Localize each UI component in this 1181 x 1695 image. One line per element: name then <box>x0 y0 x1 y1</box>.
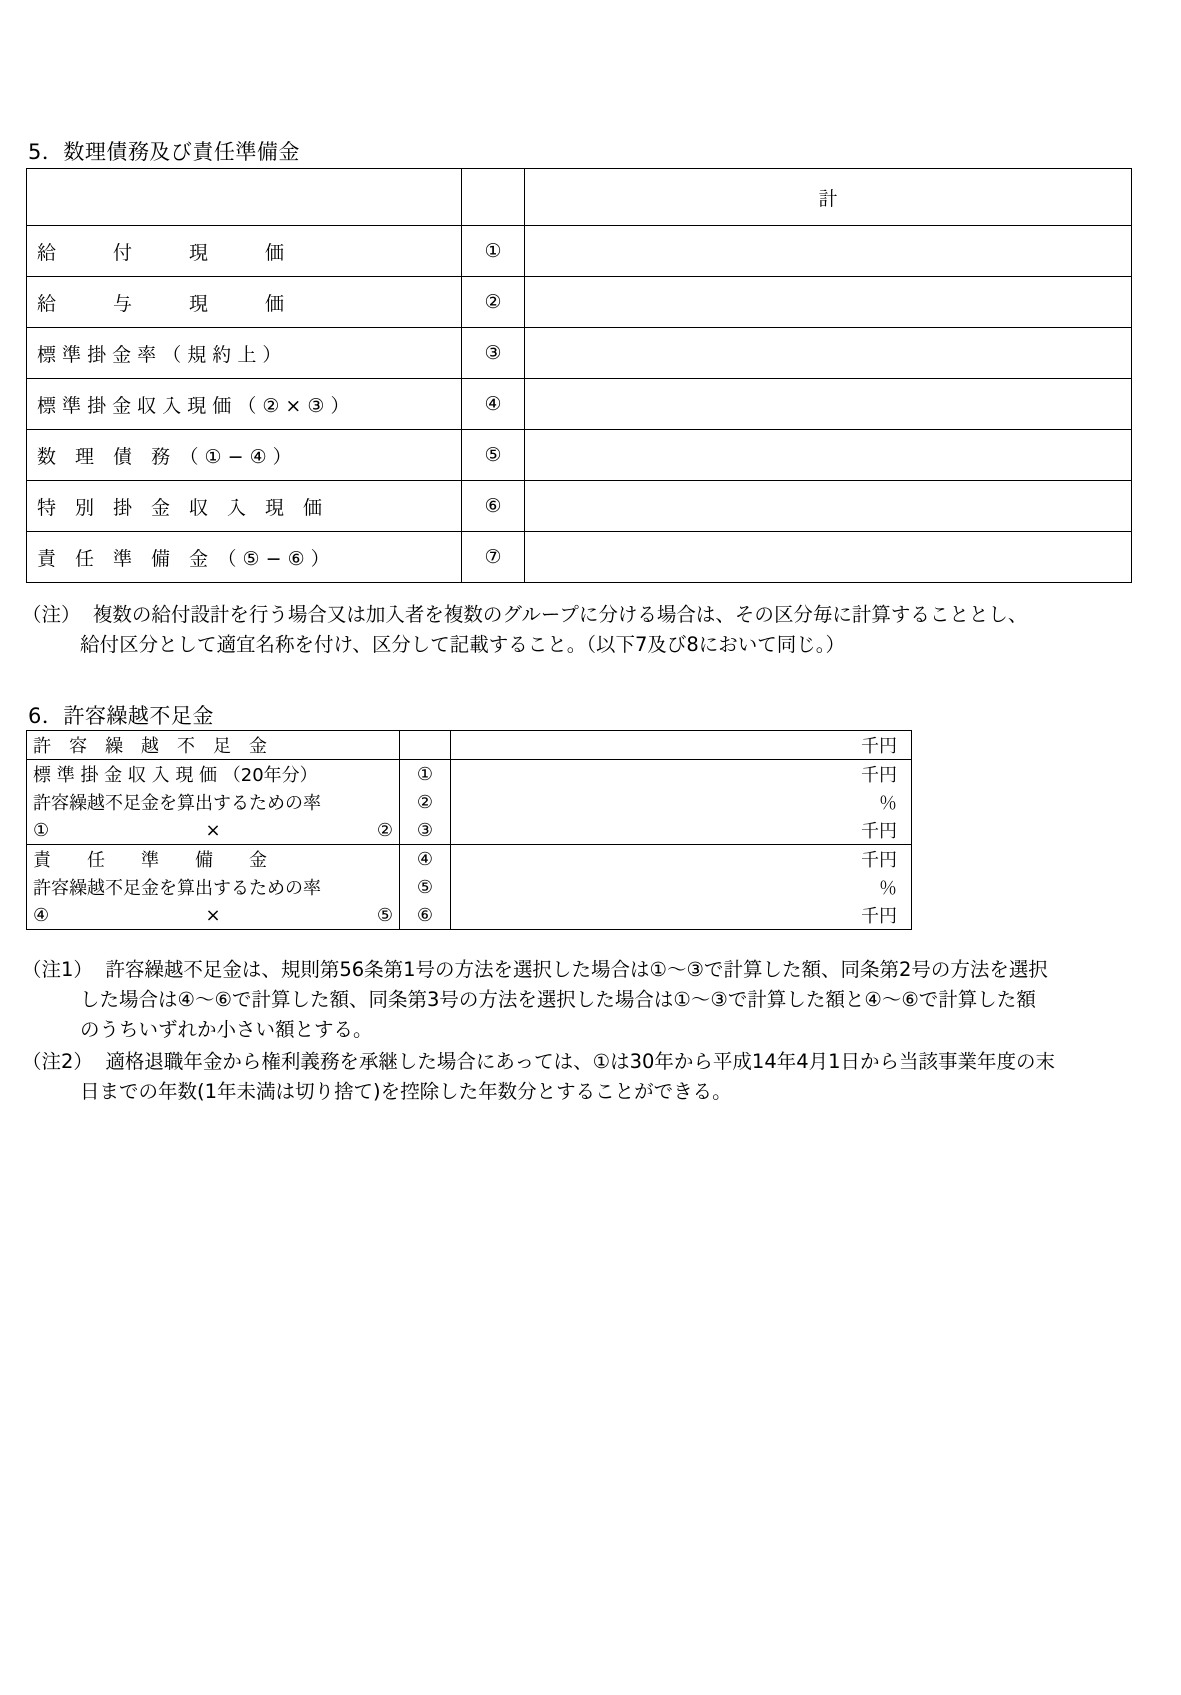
allowable-carryover-deficit-table <box>26 730 912 930</box>
row-label: 許容繰越不足金を算出するための率 <box>27 788 400 816</box>
row-value[interactable] <box>525 379 1132 430</box>
table-row <box>27 481 1132 532</box>
table-row <box>27 532 1132 583</box>
note-text: 複数の給付設計を行う場合又は加入者を複数のグループに分ける場合は、その区分毎に計算することとし、 <box>92 603 1028 626</box>
section-6-notes <box>22 955 1055 1109</box>
formula-right: ⑤ <box>376 904 393 926</box>
note-text: 日までの年数(1年未満は切り捨て)を控除した年数分とすることができる。 <box>80 1080 732 1103</box>
note-marker: （注） <box>22 603 81 626</box>
row-value[interactable] <box>525 430 1132 481</box>
row-label: 給 付 現 価 <box>27 226 462 277</box>
header-blank-cell <box>27 169 462 226</box>
table-row <box>27 430 1132 481</box>
row-label: 標 準 掛 金 率 （ 規 約 上 ） <box>27 328 462 379</box>
table-row <box>27 379 1132 430</box>
row-label: 標 準 掛 金 収 入 現 価 （20年分） <box>27 760 400 789</box>
row-number: ④ <box>462 379 525 430</box>
note-marker: （注2） <box>22 1050 93 1073</box>
row-unit[interactable]: 千円 <box>451 901 912 930</box>
note-text: した場合は④～⑥で計算した額、同条第3号の方法を選択した場合は①～③で計算した額と④～⑥で計算した額 <box>80 988 1036 1011</box>
section-5-title: 5．数理債務及び責任準備金 <box>28 140 300 164</box>
row-number: ⑤ <box>400 873 451 901</box>
row-value[interactable] <box>525 226 1132 277</box>
note-line <box>22 600 1027 630</box>
note-line <box>22 1077 1055 1107</box>
row-unit[interactable]: ％ <box>451 873 912 901</box>
row-number: ② <box>462 277 525 328</box>
row-number <box>400 731 451 760</box>
table-row <box>27 277 1132 328</box>
header-blank-num-cell <box>462 169 525 226</box>
note-text: 給付区分として適宜名称を付け、区分して記載すること。（以下7及び8において同じ。） <box>80 633 846 656</box>
row-label: 給 与 現 価 <box>27 277 462 328</box>
table-row <box>27 901 912 930</box>
row-label: 数 理 債 務 （ ① − ④ ） <box>27 430 462 481</box>
table-row <box>27 845 912 874</box>
table-row <box>27 328 1132 379</box>
row-label: 責 任 準 備 金 （ ⑤ − ⑥ ） <box>27 532 462 583</box>
formula-operator: × <box>205 819 221 841</box>
note-text: のうちいずれか小さい額とする。 <box>80 1018 373 1041</box>
note-line <box>22 630 1027 660</box>
row-number: ⑦ <box>462 532 525 583</box>
row-number: ④ <box>400 845 451 874</box>
row-number: ⑥ <box>400 901 451 930</box>
note-marker: （注1） <box>22 958 93 981</box>
row-number: ⑤ <box>462 430 525 481</box>
section-5-note <box>22 600 1027 660</box>
formula-operator: × <box>205 904 221 926</box>
table-row <box>27 760 912 789</box>
formula-left: ① <box>33 819 50 841</box>
row-label: 許容繰越不足金を算出するための率 <box>27 873 400 901</box>
table-row <box>27 816 912 845</box>
row-unit[interactable]: 千円 <box>451 845 912 874</box>
row-label: 許 容 繰 越 不 足 金 <box>27 731 400 760</box>
table-row <box>27 226 1132 277</box>
row-number: ② <box>400 788 451 816</box>
row-unit[interactable]: 千円 <box>451 816 912 845</box>
row-unit[interactable]: ％ <box>451 788 912 816</box>
row-label-formula <box>27 901 400 930</box>
row-unit[interactable]: 千円 <box>451 760 912 789</box>
row-number: ③ <box>462 328 525 379</box>
table-header-row <box>27 169 1132 226</box>
row-number: ① <box>462 226 525 277</box>
section-6-title: 6．許容繰越不足金 <box>28 704 214 728</box>
row-value[interactable] <box>525 532 1132 583</box>
note-text: 適格退職年金から権利義務を承継した場合にあっては、①は30年から平成14年4月1日から当該事業年度の末 <box>105 1050 1056 1073</box>
row-number: ⑥ <box>462 481 525 532</box>
row-number: ① <box>400 760 451 789</box>
row-label: 特 別 掛 金 収 入 現 価 <box>27 481 462 532</box>
header-total-cell: 計 <box>525 169 1132 226</box>
row-label: 責 任 準 備 金 <box>27 845 400 874</box>
formula-right: ② <box>376 819 393 841</box>
row-value[interactable] <box>525 328 1132 379</box>
table-row <box>27 873 912 901</box>
row-value[interactable] <box>525 277 1132 328</box>
formula-left: ④ <box>33 904 50 926</box>
note-text: 許容繰越不足金は、規則第56条第1号の方法を選択した場合は①～③で計算した額、同条第2号の方法を選択 <box>105 958 1048 981</box>
mathematical-reserve-table <box>26 168 1132 583</box>
note-line <box>22 1047 1055 1077</box>
note-2 <box>22 1047 1055 1107</box>
row-label: 標 準 掛 金 収 入 現 価 （ ② × ③ ） <box>27 379 462 430</box>
row-value[interactable] <box>525 481 1132 532</box>
note-line <box>22 985 1055 1015</box>
note-1 <box>22 955 1055 1045</box>
row-number: ③ <box>400 816 451 845</box>
table-row <box>27 731 912 760</box>
note-line <box>22 955 1055 985</box>
table-row <box>27 788 912 816</box>
row-label-formula <box>27 816 400 845</box>
note-line <box>22 1015 1055 1045</box>
row-unit[interactable]: 千円 <box>451 731 912 760</box>
